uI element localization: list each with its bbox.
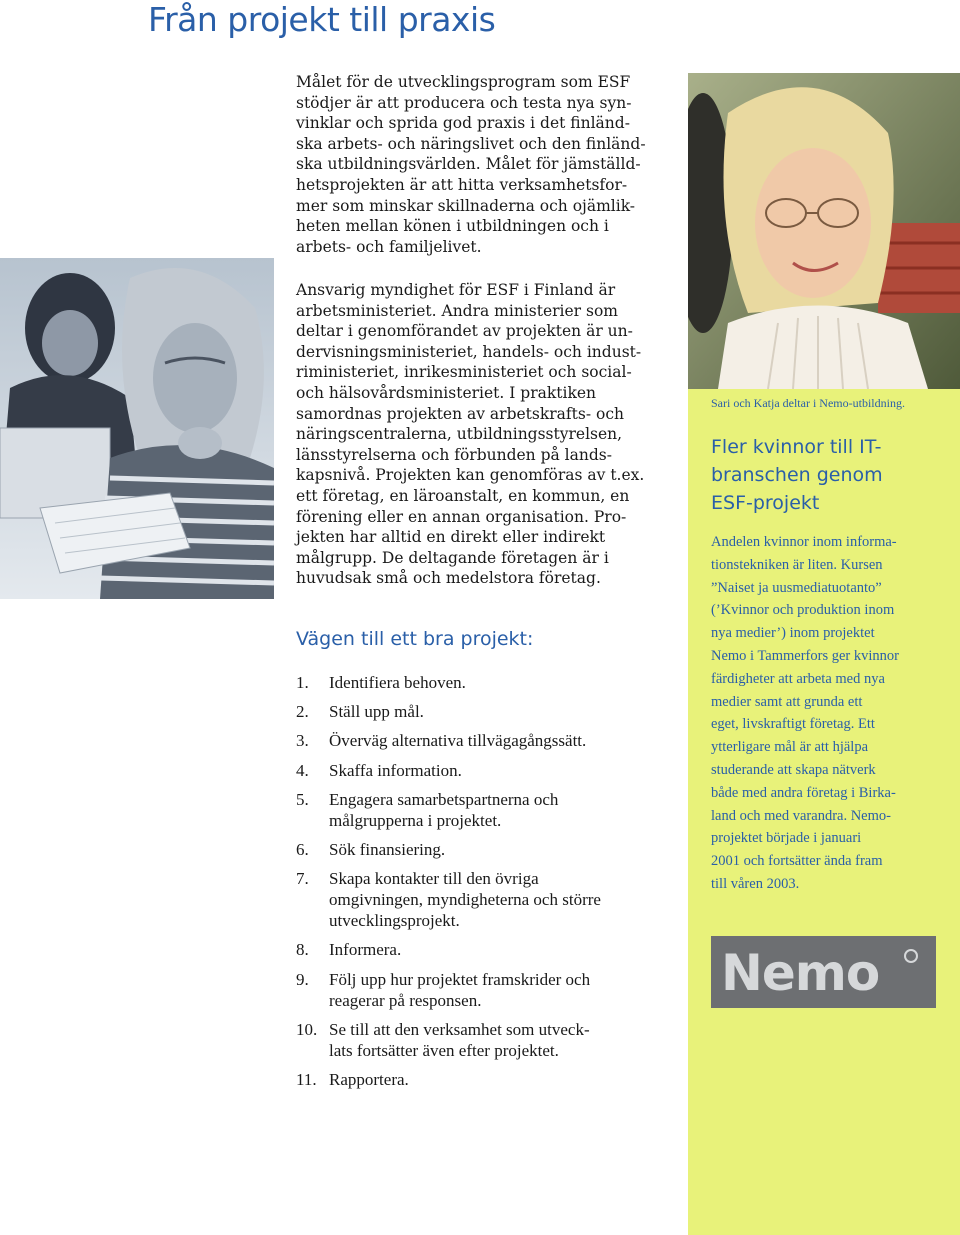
step-item	[296, 1019, 676, 1061]
step-line: Skaffa information.	[329, 760, 462, 780]
sidebar-line: eget, livskraftigt företag. Ett	[711, 716, 875, 733]
sidebar-line: Nemo i Tammerfors ger kvinnor	[711, 647, 899, 664]
step-line: lats fortsätter även efter projektet.	[329, 1040, 559, 1060]
step-text	[329, 939, 401, 960]
sidebar-body	[711, 531, 946, 896]
sidebar-line: ”Naiset ja uusmediatuotanto”	[711, 579, 882, 596]
intro-line: stödjer är att producera och testa nya syn-	[296, 93, 632, 112]
sidebar-line: (’Kvinnor och produktion inom	[711, 602, 895, 619]
sidebar-line: färdigheter att arbeta med nya	[711, 670, 885, 687]
intro-line: mer som minskar skillnaderna och ojämlik-	[296, 196, 636, 215]
step-text	[329, 730, 586, 751]
step-item	[296, 839, 676, 860]
step-item	[296, 939, 676, 960]
authority-paragraph	[296, 280, 676, 589]
step-item	[296, 789, 676, 831]
step-line: reagerar på responsen.	[329, 990, 482, 1010]
sidebar-line: tionstekniken är liten. Kursen	[711, 556, 883, 573]
step-item	[296, 760, 676, 781]
step-line: målgrupperna i projektet.	[329, 810, 502, 830]
step-item	[296, 701, 676, 722]
step-line: omgivningen, myndigheterna och större	[329, 890, 601, 910]
sidebar-heading-line: ESF-projekt	[711, 492, 820, 514]
step-line: Skapa kontakter till den övriga	[329, 869, 539, 889]
step-text	[329, 701, 424, 722]
authority-line: riministeriet, inrikesministeriet och social-	[296, 363, 632, 382]
authority-line: huvudsak små och medelstora företag.	[296, 569, 601, 588]
authority-line: Ansvarig myndighet för ESF i Finland är	[296, 281, 616, 299]
sidebar-line: 2001 och fortsätter ända fram	[711, 853, 883, 870]
step-item	[296, 1069, 676, 1090]
step-line: Engagera samarbetspartnerna och	[329, 789, 559, 809]
sidebar-heading	[711, 433, 941, 517]
nemo-logo	[711, 936, 936, 1008]
step-number: 4.	[296, 760, 309, 780]
sidebar-line: projektet började i januari	[711, 830, 862, 847]
students-computer-photo	[0, 258, 274, 599]
steps-heading: Vägen till ett bra projekt:	[296, 628, 534, 650]
sidebar-line: nya medier’) inom projektet	[711, 625, 875, 642]
intro-line: ska utbildningsvärlden. Målet för jämställd-	[296, 155, 641, 174]
step-number: 9.	[296, 969, 309, 989]
step-number: 2.	[296, 702, 309, 722]
sidebar-line: medier samt att grunda ett	[711, 693, 863, 710]
svg-text:Nemo: Nemo	[721, 944, 880, 1002]
step-line: Informera.	[329, 940, 402, 960]
intro-line: Målet för de utvecklingsprogram som ESF	[296, 73, 631, 91]
sidebar-line: både med andra företag i Birka-	[711, 784, 896, 801]
step-line: utvecklingsprojekt.	[329, 911, 460, 931]
step-text	[329, 839, 445, 860]
step-number: 10.	[296, 1019, 318, 1039]
authority-line: samordnas projekten av arbetskrafts- och	[296, 404, 624, 423]
sidebar-line: Andelen kvinnor inom informa-	[711, 534, 897, 550]
step-item	[296, 672, 676, 693]
step-number: 1.	[296, 673, 309, 692]
step-number: 5.	[296, 789, 309, 809]
step-number: 6.	[296, 839, 309, 859]
step-item	[296, 730, 676, 751]
step-line: Rapportera.	[329, 1069, 409, 1089]
step-text	[329, 789, 558, 831]
step-number: 11.	[296, 1069, 317, 1089]
intro-line: vinklar och sprida god praxis i det finländ-	[296, 114, 630, 133]
intro-line: ska arbets- och näringslivet och den finländ-	[296, 134, 646, 153]
authority-line: förening eller en annan organisation. Pro-	[296, 507, 627, 526]
step-text	[329, 1069, 409, 1090]
authority-line: jekten har alltid en direkt eller indirekt	[296, 528, 606, 547]
authority-line: arbetsministeriet. Andra ministerier som	[296, 301, 618, 320]
step-number: 8.	[296, 940, 309, 960]
sidebar-heading-line: branschen genom	[711, 464, 883, 486]
step-text	[329, 672, 466, 693]
step-line: Följ upp hur projektet framskrider och	[329, 969, 591, 989]
sidebar-line: ytterligare mål är att hjälpa	[711, 739, 869, 756]
step-line: Ställ upp mål.	[329, 702, 424, 722]
authority-line: målgrupp. De deltagande företagen är i	[296, 548, 609, 567]
step-item	[296, 868, 676, 931]
authority-line: deltar i genomförandet av projekten är un-	[296, 322, 633, 341]
authority-line: dervisningsministeriet, handels- och indust-	[296, 342, 642, 361]
intro-line: arbets- och familjelivet.	[296, 237, 482, 256]
step-text	[329, 868, 601, 931]
authority-line: och hälsovårdsministeriet. I praktiken	[296, 383, 596, 402]
step-text	[329, 1019, 590, 1061]
step-item	[296, 969, 676, 1011]
intro-line: hetsprojekten är att hitta verksamhetsfor-	[296, 175, 628, 194]
step-text	[329, 760, 462, 781]
authority-line: ett företag, en läroanstalt, en kommun, en	[296, 486, 630, 505]
page-title: Från projekt till praxis	[148, 0, 496, 39]
step-number: 3.	[296, 731, 309, 751]
sidebar-line: studerande att skapa nätverk	[711, 761, 876, 778]
woman-portrait-photo	[688, 73, 960, 389]
step-line: Överväg alternativa tillvägagångssätt.	[329, 731, 587, 751]
authority-line: länsstyrelserna och förbunden på lands-	[296, 445, 612, 464]
sidebar-line: till våren 2003.	[711, 875, 800, 892]
intro-paragraph	[296, 72, 676, 257]
sidebar-heading-line: Fler kvinnor till IT-	[711, 436, 882, 458]
sidebar-line: land och med varandra. Nemo-	[711, 807, 891, 824]
step-line: Identifiera behoven.	[329, 673, 466, 692]
authority-line: näringscentralerna, utbildningsstyrelsen,	[296, 425, 623, 444]
step-number: 7.	[296, 869, 309, 889]
photo-caption: Sari och Katja deltar i Nemo-utbildning.	[711, 396, 905, 410]
steps-list	[296, 672, 676, 1098]
step-line: Se till att den verksamhet som utveck-	[329, 1019, 590, 1039]
step-line: Sök finansiering.	[329, 839, 446, 859]
authority-line: kapsnivå. Projekten kan genomföras av t.ex.	[296, 466, 645, 485]
step-text	[329, 969, 590, 1011]
intro-line: heten mellan könen i utbildningen och i	[296, 217, 609, 236]
